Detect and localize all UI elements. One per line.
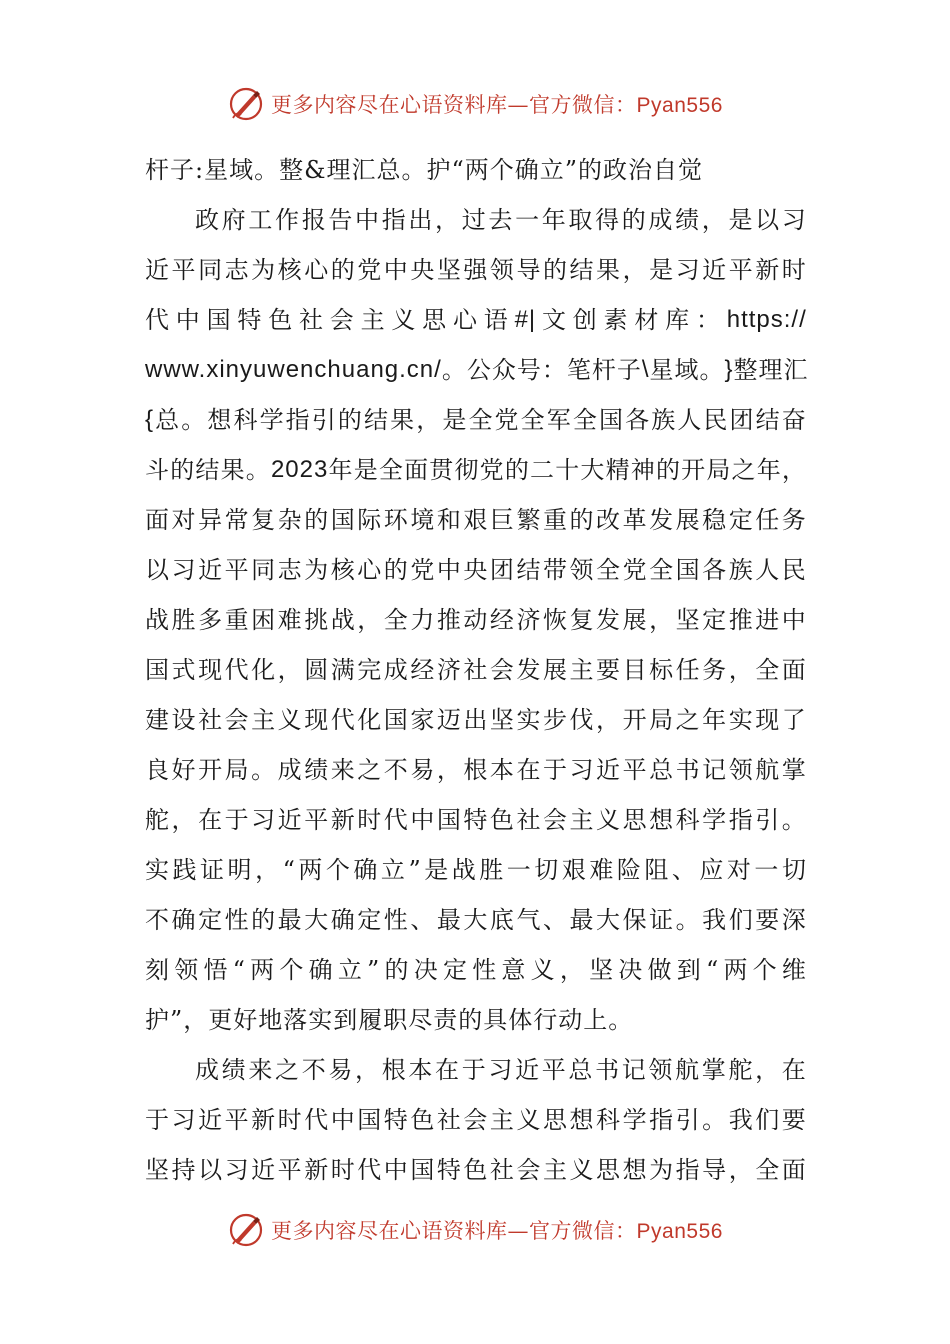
text-line: 刻 领 悟 “ 两 个 确 立 ” 的 决 定 性 意 义 ， 坚 决 做 到 “ 两 个 维 [145,956,807,984]
text-line: 战 胜 多 重 困 难 挑 战 ， 全 力 推 动 经 济 恢 复 发 展 ， 坚 定 推 进 中 [145,606,807,634]
text-line: 政 府 工 作 报 告 中 指 出 ， 过 去 一 年 取 得 的 成 绩 ， 是 以 习 [195,206,807,234]
text-line: 杆子:星域。整&理汇总。护“两个确立”的政治自觉 [145,156,703,184]
document-body [145,145,807,1195]
text-line: { 总 。 想 科 学 指 引 的 结 果 ， 是 全 党 全 军 全 国 各 族 人 民 团 结 奋 [145,406,807,434]
banner-wechat-label: 官方微信： [529,1219,637,1243]
footer-banner [0,1206,950,1254]
banner-wechat-id: Pyan556 [636,1220,723,1243]
banner-text [271,89,723,119]
text-line: 良 好 开 局 。 成 绩 来 之 不 易 ， 根 本 在 于 习 近 平 总 书 记 领 航 掌 [145,756,807,784]
banner-wechat-label: 官方微信： [529,93,637,117]
pen-logo-icon [227,1211,265,1249]
text-line: 近 平 同 志 为 核 心 的 党 中 央 坚 强 领 导 的 结 果 ， 是 习 近 平 新 时 [145,256,807,284]
text-line: 建 设 社 会 主 义 现 代 化 国 家 迈 出 坚 实 步 伐 ， 开 局 之 年 实 现 了 [145,706,807,734]
text-line: 实 践 证 明 ， “ 两 个 确 立 ” 是 战 胜 一 切 艰 难 险 阻 、 应 对 一 切 [145,856,807,884]
banner-dash: — [507,1219,530,1243]
pen-logo-icon [227,85,265,123]
text-line: 代 中 国 特 色 社 会 主 义 思 心 语 #| 文 创 素 材 库 ： https:// [145,306,807,334]
text-line: 坚 持 以 习 近 平 新 时 代 中 国 特 色 社 会 主 义 思 想 为 指 导 ， 全 面 [145,1156,807,1184]
text-line: 以 习 近 平 同 志 为 核 心 的 党 中 央 团 结 带 领 全 党 全 国 各 族 人 民 [145,556,807,584]
text-line: 成 绩 来 之 不 易 ， 根 本 在 于 习 近 平 总 书 记 领 航 掌 舵 ， 在 [195,1056,807,1084]
banner-dash: — [507,93,530,117]
text-line: 斗 的 结 果 。 2023 年 是 全 面 贯 彻 党 的 二 十 大 精 神 的 开 局 之 年 ， [145,456,807,484]
header-banner [0,80,950,128]
text-line: 舵 ， 在 于 习 近 平 新 时 代 中 国 特 色 社 会 主 义 思 想 科 学 指 引 。 [145,806,807,834]
banner-main-text: 更多内容尽在心语资料库 [271,93,508,117]
text-line: www.xinyuwenchuang.cn/ 。 公 众 号 ： 笔 杆 子 \ 星 域 。 } 整 理 汇 [145,356,809,384]
banner-main-text: 更多内容尽在心语资料库 [271,1219,508,1243]
text-line: 不 确 定 性 的 最 大 确 定 性 、 最 大 底 气 、 最 大 保 证 。 我 们 要 深 [145,906,807,934]
text-line: 面 对 异 常 复 杂 的 国 际 环 境 和 艰 巨 繁 重 的 改 革 发 展 稳 定 任 务 [145,506,807,534]
text-line: 国 式 现 代 化 ， 圆 满 完 成 经 济 社 会 发 展 主 要 目 标 任 务 ， 全 面 [145,656,807,684]
text-line: 护”，更好地落实到履职尽责的具体行动上。 [145,1006,634,1034]
banner-wechat-id: Pyan556 [636,94,723,117]
banner-text [271,1215,723,1245]
text-line: 于 习 近 平 新 时 代 中 国 特 色 社 会 主 义 思 想 科 学 指 引 。 我 们 要 [145,1106,807,1134]
